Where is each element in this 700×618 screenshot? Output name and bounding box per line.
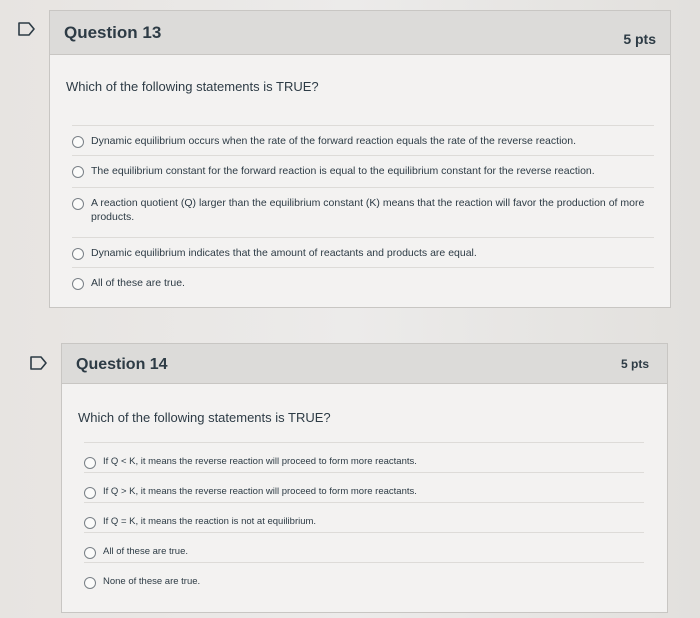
answer-option[interactable]	[72, 187, 654, 237]
question-header	[62, 344, 667, 384]
answer-label: All of these are true.	[103, 546, 189, 557]
answer-option[interactable]	[72, 125, 654, 155]
radio-button-icon[interactable]	[84, 577, 96, 589]
radio-button-icon[interactable]	[84, 517, 96, 529]
answer-option[interactable]	[72, 267, 654, 297]
question-header	[50, 11, 670, 55]
answer-label: None of these are true.	[103, 576, 201, 587]
answer-label: If Q > K, it means the reverse reaction will proceed to form more reactants.	[103, 486, 417, 497]
answer-option[interactable]	[84, 532, 644, 562]
radio-button-icon[interactable]	[84, 487, 96, 499]
answer-label: If Q < K, it means the reverse reaction will proceed to form more reactants.	[103, 456, 417, 467]
radio-button-icon[interactable]	[84, 547, 96, 559]
question-points: 5 pts	[620, 357, 649, 371]
answer-label: Dynamic equilibrium occurs when the rate of the forward reaction equals the rate of the reverse reaction.	[91, 135, 576, 147]
question-title: Question 13	[64, 23, 162, 42]
answer-label: Dynamic equilibrium indicates that the amount of reactants and products are equal.	[91, 247, 477, 259]
answer-option[interactable]	[72, 155, 654, 187]
radio-button-icon[interactable]	[72, 198, 84, 210]
answer-option[interactable]	[72, 237, 654, 267]
radio-button-icon[interactable]	[72, 166, 84, 178]
flag-question-icon[interactable]	[18, 22, 36, 36]
answer-option[interactable]	[84, 442, 644, 472]
answer-label: All of these are true.	[91, 277, 185, 289]
question-points: 5 pts	[623, 31, 656, 47]
radio-button-icon[interactable]	[72, 248, 84, 260]
question-title: Question 14	[76, 356, 168, 373]
question-14	[61, 343, 668, 613]
answer-option[interactable]	[84, 502, 644, 532]
question-prompt: Which of the following statements is TRUE?	[78, 410, 331, 425]
answer-label: If Q = K, it means the reaction is not at equilibrium.	[103, 516, 317, 527]
answer-label: The equilibrium constant for the forward reaction is equal to the equilibrium constant for the reverse reaction.	[91, 165, 595, 177]
radio-button-icon[interactable]	[72, 136, 84, 148]
answer-label: A reaction quotient (Q) larger than the equilibrium constant (K) means that the reaction will favor the production of more products.	[91, 197, 645, 223]
question-13	[49, 10, 671, 308]
answer-option[interactable]	[84, 472, 644, 502]
radio-button-icon[interactable]	[72, 278, 84, 290]
question-prompt: Which of the following statements is TRUE?	[66, 79, 319, 94]
flag-question-icon[interactable]	[30, 356, 48, 370]
radio-button-icon[interactable]	[84, 457, 96, 469]
answer-option[interactable]	[84, 562, 644, 592]
